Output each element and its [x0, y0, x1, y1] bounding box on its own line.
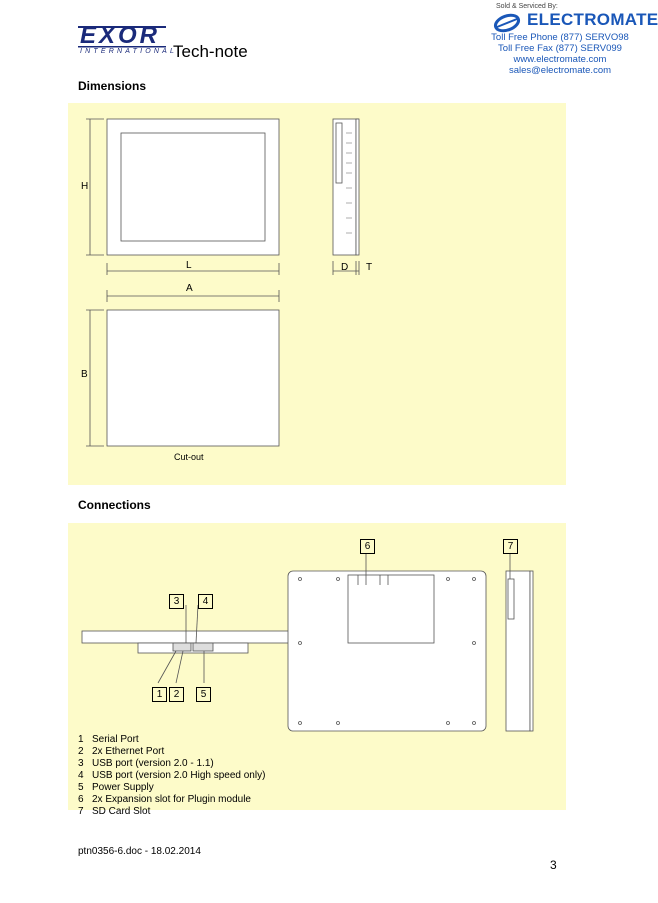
callout-7: 7: [503, 539, 518, 554]
dimensions-drawing: [68, 103, 566, 485]
cutout-label: Cut-out: [174, 452, 204, 462]
legend-item-2: 2 2x Ethernet Port: [78, 746, 165, 757]
dimensions-panel: [68, 103, 566, 485]
contact-phone: Toll Free Phone (877) SERVO98: [491, 32, 629, 43]
callout-3: 3: [169, 594, 184, 609]
contact-web[interactable]: www.electromate.com: [513, 54, 607, 65]
legend-item-7: 7 SD Card Slot: [78, 806, 151, 817]
electromate-brand: ELECTROMATE: [527, 10, 658, 29]
doc-reference: ptn0356-6.doc - 18.02.2014: [78, 846, 201, 857]
dim-label-h: H: [81, 181, 89, 192]
callout-5: 5: [196, 687, 211, 702]
connections-heading: Connections: [78, 498, 151, 512]
doc-type-title: Tech-note: [173, 42, 248, 61]
dimensions-heading: Dimensions: [78, 79, 147, 93]
legend-item-4: 4 USB port (version 2.0 High speed only): [78, 770, 266, 781]
page-number: 3: [550, 858, 557, 872]
callout-4: 4: [198, 594, 213, 609]
contact-fax: Toll Free Fax (877) SERV099: [498, 43, 622, 54]
dim-label-d: D: [341, 262, 349, 273]
callout-2: 2: [169, 687, 184, 702]
exor-logo: EXOR: [80, 22, 161, 49]
legend-item-3: 3 USB port (version 2.0 - 1.1): [78, 758, 214, 769]
sold-by-label: Sold & Serviced By:: [496, 3, 558, 10]
electromate-logo-icon: [493, 13, 521, 31]
callout-6: 6: [360, 539, 375, 554]
dim-label-l: L: [186, 260, 192, 271]
legend-item-6: 6 2x Expansion slot for Plugin module: [78, 794, 251, 805]
callout-1: 1: [152, 687, 167, 702]
dim-label-b: B: [81, 369, 88, 380]
legend-item-5: 5 Power Supply: [78, 782, 154, 793]
dim-label-t: T: [366, 262, 373, 273]
contact-email[interactable]: sales@electromate.com: [508, 65, 612, 76]
exor-logo-sub: INTERNATIONAL: [80, 48, 178, 55]
dim-label-a: A: [186, 283, 193, 294]
legend-item-1: 1 Serial Port: [78, 734, 139, 745]
